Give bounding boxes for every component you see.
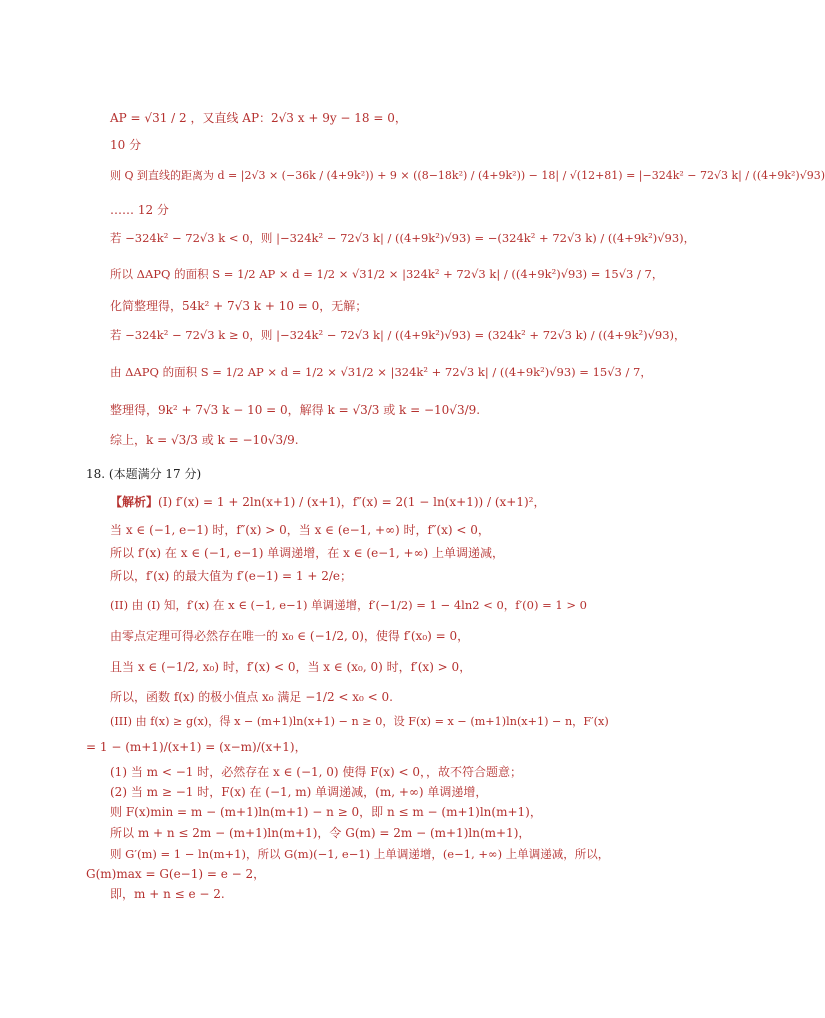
text-line: 由 ΔAPQ 的面积 S = 1/2 AP × d = 1/2 × √31/2 × |324k² + 72√3 k| / ((4+9k²)√93) = 15√3 / 7， <box>110 365 652 379</box>
text-line: 若 −324k² − 72√3 k < 0，则 |−324k² − 72√3 k| / ((4+9k²)√93) = −(324k² + 72√3 k) / ((4+9k²)√93)， <box>110 231 696 245</box>
text-line: 综上，k = √3/3 或 k = −10√3/9. <box>110 433 299 447</box>
text-line: 则 Q 到直线的距离为 d = |2√3 × (−36k / (4+9k²)) + 9 × ((8−18k²) / (4+9k²)) − 18| / √(12+81) = |−324k² − 72√3 k| / ((4+9k²)√93) <box>110 169 825 182</box>
text-line: 则 G′(m) = 1 − ln(m+1)，所以 G(m)(−1, e−1) 上单调递增，(e−1, +∞) 上单调递减，所以， <box>110 847 610 861</box>
score-note: …… 12 分 <box>110 203 169 217</box>
text-line: = 1 − (m+1)/(x+1) = (x−m)/(x+1)， <box>86 740 307 754</box>
text-line: 若 −324k² − 72√3 k ≥ 0，则 |−324k² − 72√3 k| / ((4+9k²)√93) = (324k² + 72√3 k) / ((4+9k²)√93)， <box>110 328 686 342</box>
text-line: 化简整理得，54k² + 7√3 k + 10 = 0，无解； <box>110 299 368 313</box>
question-heading: 18. (本题满分 17 分) <box>86 467 202 481</box>
text-line: 整理得，9k² + 7√3 k − 10 = 0，解得 k = √3/3 或 k = −10√3/9. <box>110 403 481 417</box>
text-line: 且当 x ∈ (−1/2, x₀) 时，f′(x) < 0，当 x ∈ (x₀, 0) 时，f′(x) > 0， <box>110 660 472 674</box>
text-line: (III) 由 f(x) ≥ g(x)，得 x − (m+1)ln(x+1) − n ≥ 0，设 F(x) = x − (m+1)ln(x+1) − n，F′(x) <box>110 715 609 728</box>
text-line: 所以，f′(x) 的最大值为 f′(e−1) = 1 + 2/e； <box>110 569 353 583</box>
solution-line <box>110 494 546 510</box>
analysis-tag: 【解析】 <box>110 495 159 509</box>
text-line: AP = √31 / 2 ，又直线 AP：2√3 x + 9y − 18 = 0， <box>110 111 407 125</box>
text-line: (2) 当 m ≥ −1 时，F(x) 在 (−1, m) 单调递减，(m, +∞) 单调递增， <box>110 785 488 799</box>
text-line: 所以 ΔAPQ 的面积 S = 1/2 AP × d = 1/2 × √31/2 × |324k² + 72√3 k| / ((4+9k²)√93) = 15√3 / 7， <box>110 267 664 281</box>
text-line: 当 x ∈ (−1, e−1) 时，f″(x) > 0，当 x ∈ (e−1, +∞) 时，f″(x) < 0， <box>110 523 490 537</box>
solution-text: (I) f′(x) = 1 + 2ln(x+1) / (x+1)，f″(x) = 2(1 − ln(x+1)) / (x+1)²， <box>158 495 546 509</box>
score-note: 10 分 <box>110 138 142 152</box>
text-line: G(m)max = G(e−1) = e − 2， <box>86 867 266 881</box>
text-line: 所以，函数 f(x) 的极小值点 x₀ 满足 −1/2 < x₀ < 0. <box>110 690 393 704</box>
text-line: (II) 由 (I) 知，f′(x) 在 x ∈ (−1, e−1) 单调递增，f′(−1/2) = 1 − 4ln2 < 0，f′(0) = 1 > 0 <box>110 598 587 612</box>
text-line: 即，m + n ≤ e − 2. <box>110 887 225 901</box>
text-line: (1) 当 m < −1 时，必然存在 x ∈ (−1, 0) 使得 F(x) < 0，，故不符合题意； <box>110 765 523 779</box>
text-line: 所以 f′(x) 在 x ∈ (−1, e−1) 单调递增，在 x ∈ (e−1, +∞) 上单调递减， <box>110 546 505 560</box>
text-line: 则 F(x)min = m − (m+1)ln(m+1) − n ≥ 0，即 n ≤ m − (m+1)ln(m+1)， <box>110 805 542 819</box>
text-line: 由零点定理可得必然存在唯一的 x₀ ∈ (−1/2, 0)，使得 f′(x₀) = 0， <box>110 629 470 643</box>
text-line: 所以 m + n ≤ 2m − (m+1)ln(m+1)，令 G(m) = 2m − (m+1)ln(m+1)， <box>110 826 531 840</box>
